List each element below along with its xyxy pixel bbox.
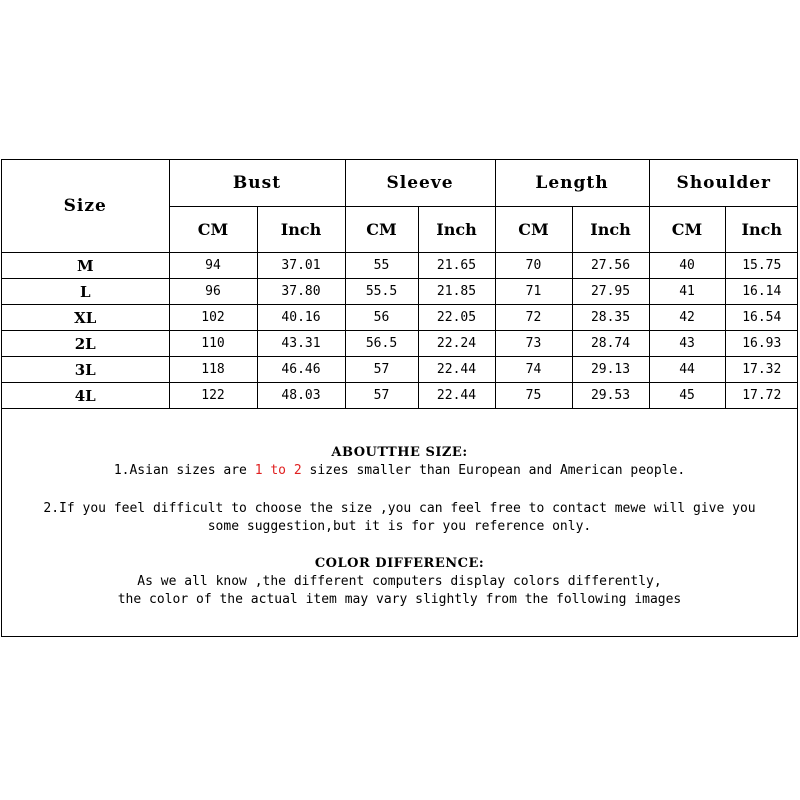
- unit-header: CM: [495, 207, 572, 253]
- measurement-cell: 29.53: [572, 383, 649, 409]
- measurement-cell: 28.74: [572, 331, 649, 357]
- measurement-cell: 43.31: [257, 331, 345, 357]
- bust-header: Bust: [169, 160, 345, 207]
- measurement-cell: 22.24: [418, 331, 495, 357]
- color-difference-line-1: As we all know ,the different computers display colors differently,: [137, 574, 662, 589]
- unit-header: CM: [345, 207, 418, 253]
- measurement-cell: 74: [495, 357, 572, 383]
- measurement-cell: 48.03: [257, 383, 345, 409]
- measurement-cell: 27.56: [572, 253, 649, 279]
- measurement-cell: 70: [495, 253, 572, 279]
- measurement-cell: 46.46: [257, 357, 345, 383]
- size-label: XL: [2, 305, 169, 331]
- unit-header: Inch: [418, 207, 495, 253]
- table-row: [2, 279, 798, 305]
- note-contact: 2.If you feel difficult to choose the size ,you can feel free to contact mewe will give you some suggestion,but it is for you reference only.: [43, 501, 756, 534]
- measurement-cell: 21.65: [418, 253, 495, 279]
- shoulder-header: Shoulder: [649, 160, 798, 207]
- measurement-cell: 122: [169, 383, 257, 409]
- table-row: [2, 331, 798, 357]
- measurement-cell: 44: [649, 357, 725, 383]
- measurement-cell: 42: [649, 305, 725, 331]
- measurement-cell: 56.5: [345, 331, 418, 357]
- measurement-cell: 71: [495, 279, 572, 305]
- color-difference-line-2: the color of the actual item may vary slightly from the following images: [117, 592, 682, 607]
- measurement-cell: 37.01: [257, 253, 345, 279]
- measurement-cell: 28.35: [572, 305, 649, 331]
- measurement-cell: 15.75: [725, 253, 798, 279]
- measurement-cell: 22.44: [418, 383, 495, 409]
- measurement-cell: 16.14: [725, 279, 798, 305]
- measurement-cell: 118: [169, 357, 257, 383]
- measurement-cell: 22.44: [418, 357, 495, 383]
- measurement-cell: 40.16: [257, 305, 345, 331]
- measurement-cell: 57: [345, 357, 418, 383]
- length-header: Length: [495, 160, 649, 207]
- measurement-cell: 96: [169, 279, 257, 305]
- color-difference-title: COLOR DIFFERENCE:: [314, 556, 485, 571]
- measurement-cell: 40: [649, 253, 725, 279]
- measurement-cell: 102: [169, 305, 257, 331]
- measurement-cell: 56: [345, 305, 418, 331]
- measurement-cell: 22.05: [418, 305, 495, 331]
- size-label: M: [2, 253, 169, 279]
- measurement-cell: 17.72: [725, 383, 798, 409]
- table-row: [2, 305, 798, 331]
- sleeve-header: Sleeve: [345, 160, 495, 207]
- measurement-cell: 29.13: [572, 357, 649, 383]
- size-column-header: Size: [2, 160, 169, 253]
- table-row: [2, 357, 798, 383]
- size-label: 4L: [2, 383, 169, 409]
- size-notes-title: ABOUTTHE SIZE:: [331, 445, 468, 460]
- unit-header: Inch: [725, 207, 798, 253]
- size-label: 3L: [2, 357, 169, 383]
- size-table: [2, 160, 798, 409]
- size-chart: [1, 159, 798, 637]
- measurement-cell: 45: [649, 383, 725, 409]
- measurement-cell: 16.54: [725, 305, 798, 331]
- measurement-cell: 43: [649, 331, 725, 357]
- table-row: [2, 383, 798, 409]
- measurement-cell: 94: [169, 253, 257, 279]
- measurement-cell: 57: [345, 383, 418, 409]
- measurement-cell: 27.95: [572, 279, 649, 305]
- size-notes: [2, 444, 797, 609]
- table-row: [2, 253, 798, 279]
- measurement-cell: 72: [495, 305, 572, 331]
- unit-header: Inch: [572, 207, 649, 253]
- measurement-cell: 16.93: [725, 331, 798, 357]
- unit-header: CM: [169, 207, 257, 253]
- measurement-cell: 17.32: [725, 357, 798, 383]
- measurement-cell: 55.5: [345, 279, 418, 305]
- measurement-cell: 110: [169, 331, 257, 357]
- size-label: 2L: [2, 331, 169, 357]
- unit-header: CM: [649, 207, 725, 253]
- unit-header: Inch: [257, 207, 345, 253]
- measurement-cell: 75: [495, 383, 572, 409]
- measurement-cell: 37.80: [257, 279, 345, 305]
- note-asian-sizes: 1.Asian sizes are 1 to 2 sizes smaller than European and American people.: [113, 463, 686, 478]
- size-label: L: [2, 279, 169, 305]
- measurement-cell: 21.85: [418, 279, 495, 305]
- measurement-cell: 55: [345, 253, 418, 279]
- size-difference-highlight: 1 to 2: [254, 463, 302, 478]
- measurement-cell: 73: [495, 331, 572, 357]
- measurement-cell: 41: [649, 279, 725, 305]
